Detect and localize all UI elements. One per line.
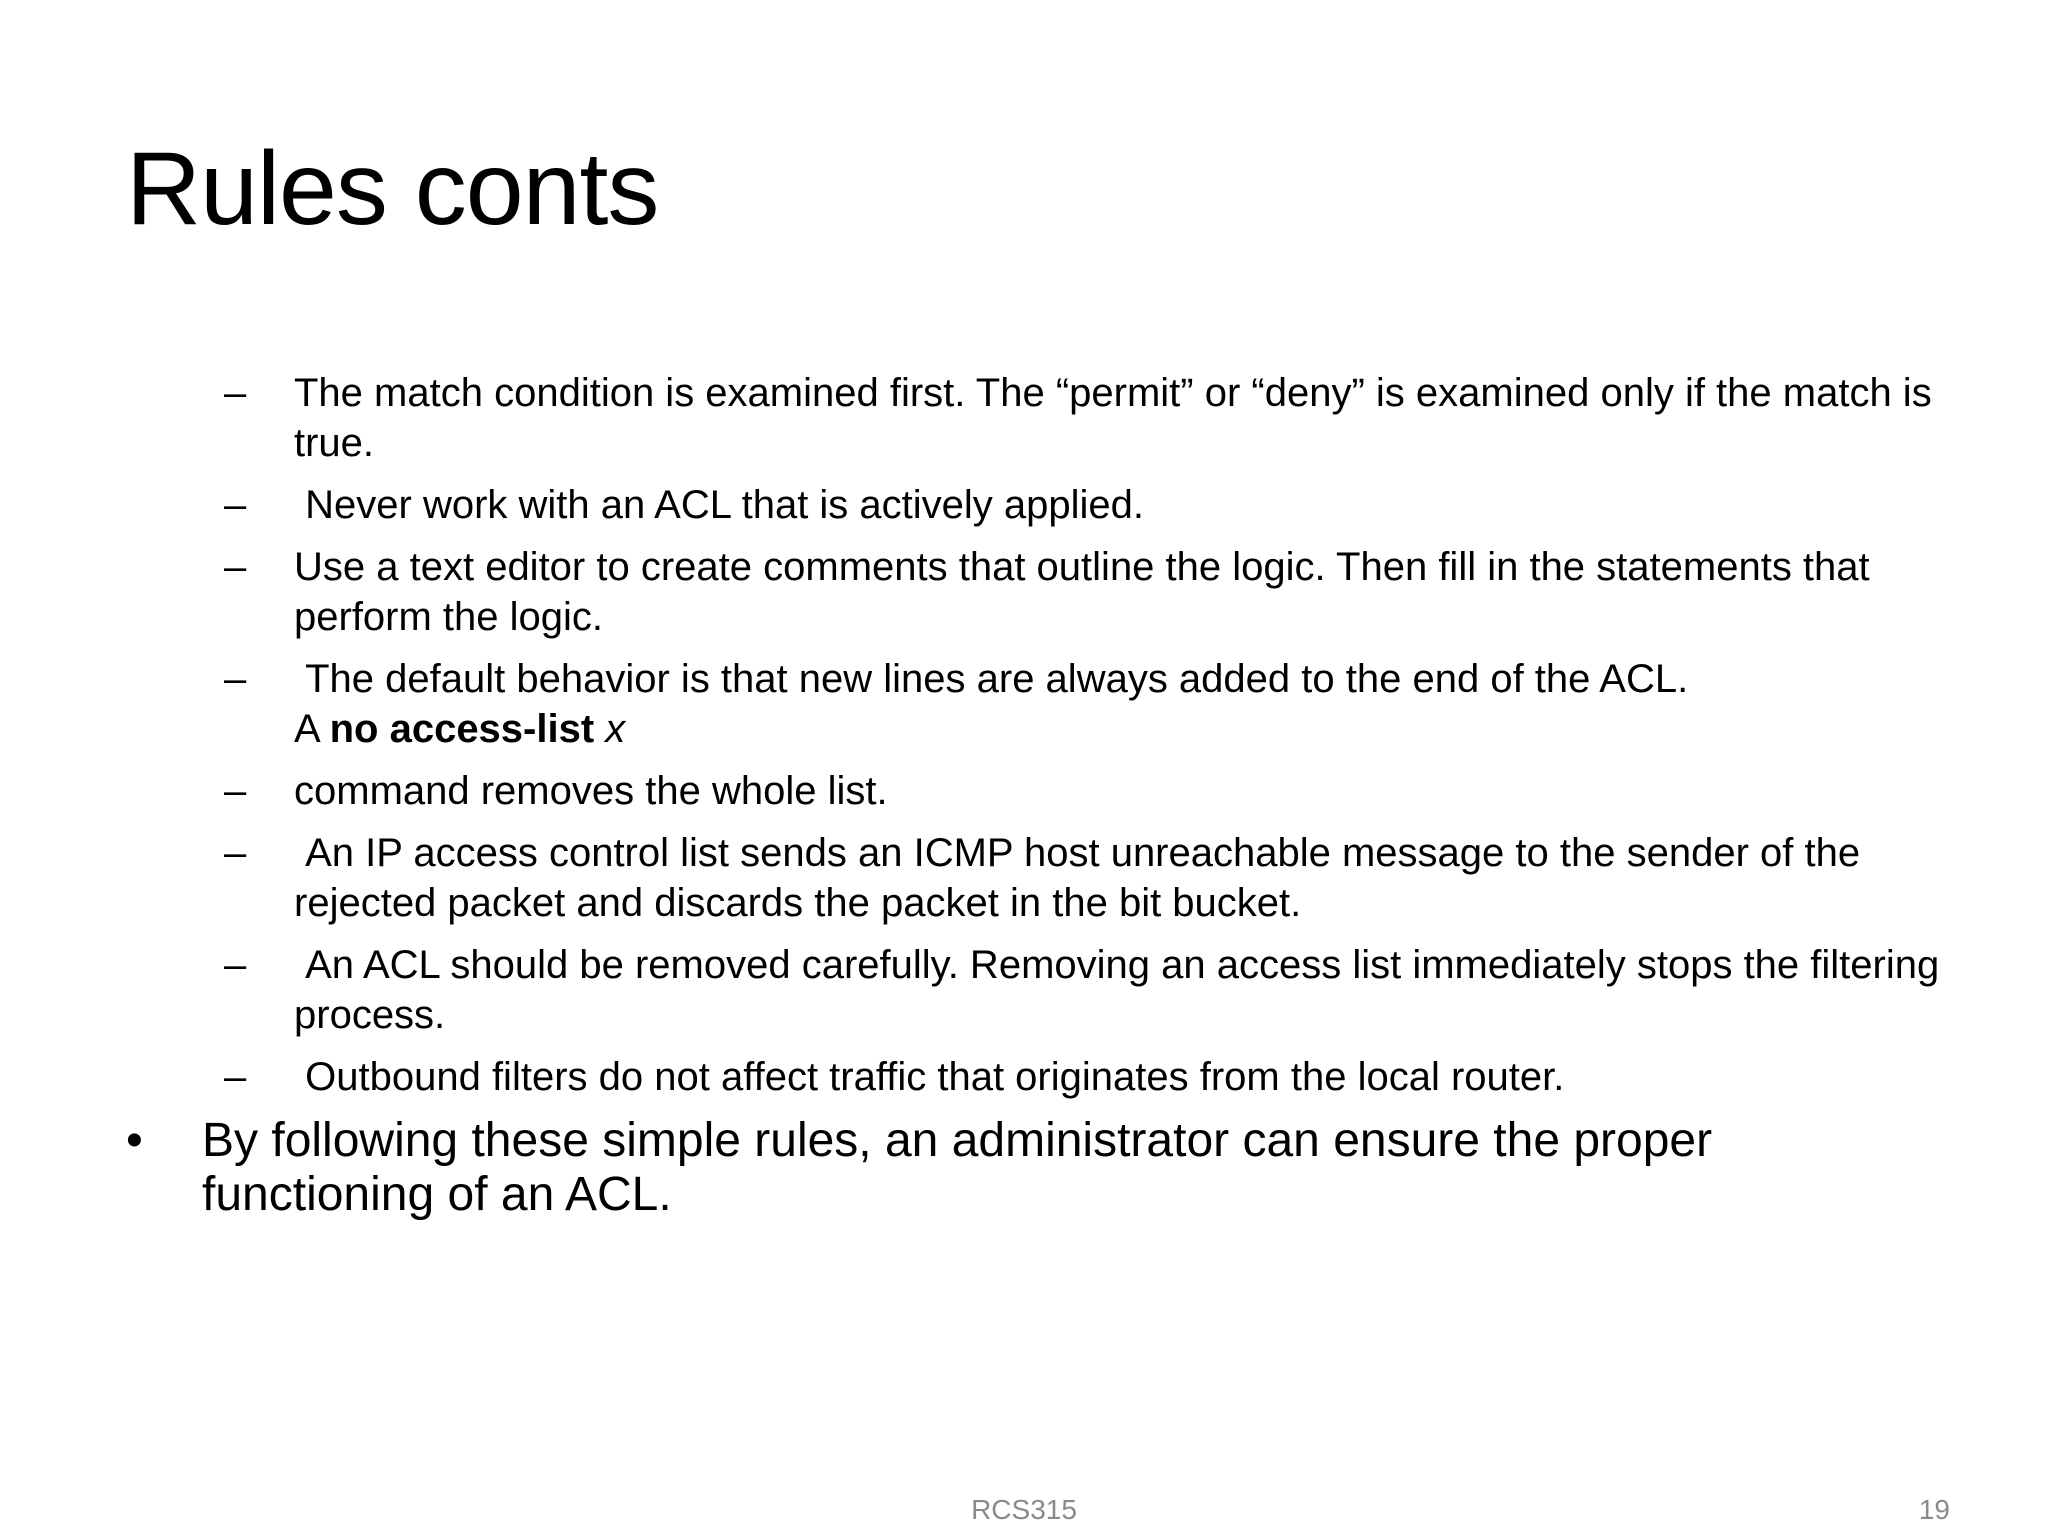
bullet-marker: • <box>126 1114 143 1167</box>
command-keyword: no access-list <box>329 707 595 751</box>
main-bullet-list <box>118 1114 1918 1222</box>
dash-marker: – <box>224 943 247 987</box>
sub-bullet-item <box>218 1052 1978 1102</box>
sub-bullet-item <box>218 828 1978 928</box>
sub-bullet-item <box>218 542 1978 642</box>
sub-bullet-item <box>218 368 1978 468</box>
footer-course-code: RCS315 <box>971 1494 1077 1525</box>
dash-marker: – <box>224 657 247 701</box>
dash-marker: – <box>224 371 247 415</box>
sub-bullet-text: The default behavior is that new lines are always added to the end of the ACL. <box>294 657 1689 701</box>
dash-marker: – <box>224 831 247 875</box>
no-access-list-line <box>294 704 1978 754</box>
slide-title: Rules conts <box>126 131 659 247</box>
sub-bullet-text: command removes the whole list. <box>294 769 888 813</box>
sub-bullet-text: Use a text editor to create comments that outline the logic. Then fill in the statements that perform the logic. <box>294 545 1870 639</box>
main-bullet-text: By following these simple rules, an administrator can ensure the proper functioning of an ACL. <box>202 1114 1713 1221</box>
command-prefix: A <box>294 707 330 751</box>
sub-bullet-text: An ACL should be removed carefully. Removing an access list immediately stops the filtering process. <box>294 943 1951 1037</box>
main-bullet-item <box>118 1114 1918 1222</box>
sub-bullet-text: The match condition is examined first. The “permit” or “deny” is examined only if the match is true. <box>294 371 1932 465</box>
sub-bullet-text: An IP access control list sends an ICMP host unreachable message to the sender of the rejected packet and discards the packet in the bit bucket. <box>294 831 1872 925</box>
dash-marker: – <box>224 545 247 589</box>
command-argument: x <box>605 707 626 751</box>
sub-bullet-list <box>218 368 1978 1114</box>
sub-bullet-text: Never work with an ACL that is actively applied. <box>294 483 1145 527</box>
footer-page-number: 19 <box>1918 1494 1950 1525</box>
sub-bullet-item <box>218 940 1978 1040</box>
dash-marker: – <box>224 769 247 813</box>
sub-bullet-item <box>218 480 1978 530</box>
sub-bullet-item <box>218 766 1978 816</box>
dash-marker: – <box>224 483 247 527</box>
dash-marker: – <box>224 1055 247 1099</box>
sub-bullet-text: Outbound filters do not affect traffic that originates from the local router. <box>294 1055 1565 1099</box>
sub-bullet-item <box>218 654 1978 754</box>
